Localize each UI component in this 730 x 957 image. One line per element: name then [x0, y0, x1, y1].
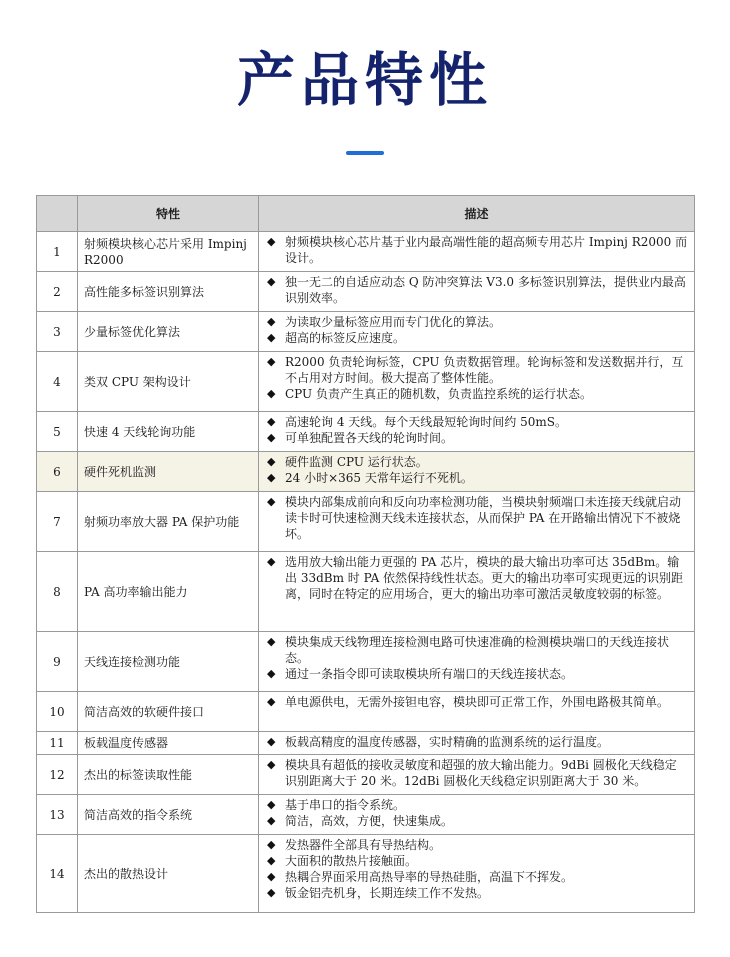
feature-cell: 射频功率放大器 PA 保护功能 — [78, 492, 259, 552]
description-item — [265, 330, 688, 346]
table-row — [37, 632, 695, 692]
table-row — [37, 352, 695, 412]
table-row — [37, 272, 695, 312]
feature-cell: 简洁高效的指令系统 — [78, 795, 259, 835]
description-cell — [259, 412, 695, 452]
diamond-bullet-icon: ◆ — [267, 854, 276, 867]
feature-cell: 高性能多标签识别算法 — [78, 272, 259, 312]
feature-cell: 杰出的散热设计 — [78, 835, 259, 913]
description-item — [265, 634, 688, 666]
diamond-bullet-icon: ◆ — [267, 455, 276, 468]
description-text: 射频模块核心芯片基于业内最高端性能的超高频专用芯片 Impinj R2000 而设计。 — [285, 235, 688, 265]
diamond-bullet-icon: ◆ — [267, 331, 276, 344]
diamond-bullet-icon: ◆ — [267, 886, 276, 899]
diamond-bullet-icon: ◆ — [267, 667, 276, 680]
description-item — [265, 666, 688, 682]
feature-cell: PA 高功率输出能力 — [78, 552, 259, 632]
description-text: 简洁，高效，方便，快速集成。 — [285, 814, 454, 828]
description-text: 基于串口的指令系统。 — [285, 798, 406, 812]
description-item — [265, 813, 688, 829]
diamond-bullet-icon: ◆ — [267, 758, 276, 771]
feature-cell: 硬件死机监测 — [78, 452, 259, 492]
diamond-bullet-icon: ◆ — [267, 471, 276, 484]
description-item — [265, 234, 688, 266]
description-item — [265, 554, 688, 602]
diamond-bullet-icon: ◆ — [267, 635, 276, 648]
features-table — [36, 195, 695, 913]
description-cell — [259, 552, 695, 632]
description-text: 大面积的散热片接触面。 — [285, 854, 418, 868]
table-body — [37, 232, 695, 913]
table-row — [37, 232, 695, 272]
feature-cell: 快速 4 天线轮询功能 — [78, 412, 259, 452]
diamond-bullet-icon: ◆ — [267, 235, 276, 248]
table-row — [37, 552, 695, 632]
row-number: 11 — [37, 732, 78, 755]
description-text: 超高的标签反应速度。 — [285, 331, 406, 345]
description-text: 单电源供电，无需外接钽电容，模块即可正常工作，外围电路极其简单。 — [285, 695, 670, 709]
description-text: 板载高精度的温度传感器，实时精确的监测系统的运行温度。 — [285, 735, 610, 749]
diamond-bullet-icon: ◆ — [267, 275, 276, 288]
description-text: 可单独配置各天线的轮询时间。 — [285, 431, 454, 445]
description-item — [265, 414, 688, 430]
diamond-bullet-icon: ◆ — [267, 838, 276, 851]
row-number: 4 — [37, 352, 78, 412]
description-item — [265, 314, 688, 330]
description-cell — [259, 452, 695, 492]
diamond-bullet-icon: ◆ — [267, 431, 276, 444]
header-description: 描述 — [259, 196, 695, 232]
row-number: 12 — [37, 755, 78, 795]
description-text: 24 小时×365 天常年运行不死机。 — [285, 471, 473, 485]
description-cell — [259, 632, 695, 692]
diamond-bullet-icon: ◆ — [267, 870, 276, 883]
description-cell — [259, 352, 695, 412]
description-item — [265, 386, 688, 402]
description-item — [265, 869, 688, 885]
description-item — [265, 853, 688, 869]
header-feature: 特性 — [78, 196, 259, 232]
description-cell — [259, 795, 695, 835]
description-text: 独一无二的自适应动态 Q 防冲突算法 V3.0 多标签识别算法，提供业内最高识别效率。 — [285, 275, 686, 305]
row-number: 8 — [37, 552, 78, 632]
description-item — [265, 430, 688, 446]
feature-cell: 板载温度传感器 — [78, 732, 259, 755]
description-cell — [259, 312, 695, 352]
row-number: 9 — [37, 632, 78, 692]
row-number: 13 — [37, 795, 78, 835]
title-underline — [346, 151, 384, 155]
description-item — [265, 454, 688, 470]
diamond-bullet-icon: ◆ — [267, 735, 276, 748]
description-item — [265, 734, 688, 750]
description-text: 高速轮询 4 天线。每个天线最短轮询时间约 50mS。 — [285, 415, 567, 429]
row-number: 3 — [37, 312, 78, 352]
description-text: 选用放大输出能力更强的 PA 芯片，模块的最大输出功率可达 35dBm。输出 33dBm 时 PA 依然保持线性状态。更大的输出功率可实现更远的识别距离，同时在特定的应用场合，更大的输出功率可激活灵敏度较弱的标签。 — [285, 555, 684, 601]
description-item — [265, 274, 688, 306]
feature-cell: 杰出的标签读取性能 — [78, 755, 259, 795]
description-cell — [259, 692, 695, 732]
description-text: 模块内部集成前向和反向功率检测功能，当模块射频端口未连接天线就启动读卡时可快速检测天线未连接状态，从而保护 PA 在开路输出情况下不被烧坏。 — [285, 495, 682, 541]
description-text: CPU 负责产生真正的随机数，负责监控系统的运行状态。 — [285, 387, 592, 401]
description-text: 钣金铝壳机身，长期连续工作不发热。 — [285, 886, 490, 900]
diamond-bullet-icon: ◆ — [267, 387, 276, 400]
row-number: 10 — [37, 692, 78, 732]
description-text: 模块集成天线物理连接检测电路可快速准确的检测模块端口的天线连接状态。 — [285, 635, 670, 665]
table-row — [37, 492, 695, 552]
row-number: 6 — [37, 452, 78, 492]
page-title: 产品特性 — [236, 46, 493, 114]
description-item — [265, 757, 688, 789]
row-number: 2 — [37, 272, 78, 312]
feature-cell: 简洁高效的软硬件接口 — [78, 692, 259, 732]
table-row — [37, 412, 695, 452]
diamond-bullet-icon: ◆ — [267, 355, 276, 368]
description-cell — [259, 232, 695, 272]
row-number: 14 — [37, 835, 78, 913]
table-row — [37, 452, 695, 492]
table-row — [37, 732, 695, 755]
description-item — [265, 694, 688, 710]
description-cell — [259, 272, 695, 312]
table-row — [37, 795, 695, 835]
description-text: R2000 负责轮询标签，CPU 负责数据管理。轮询标签和发送数据并行，互不占用对方时间。极大提高了整体性能。 — [285, 355, 684, 385]
description-cell — [259, 492, 695, 552]
diamond-bullet-icon: ◆ — [267, 555, 276, 568]
description-text: 为读取少量标签应用而专门优化的算法。 — [285, 315, 502, 329]
description-cell — [259, 732, 695, 755]
table-row — [37, 312, 695, 352]
diamond-bullet-icon: ◆ — [267, 315, 276, 328]
diamond-bullet-icon: ◆ — [267, 495, 276, 508]
diamond-bullet-icon: ◆ — [267, 798, 276, 811]
table-row — [37, 692, 695, 732]
description-item — [265, 837, 688, 853]
row-number: 5 — [37, 412, 78, 452]
diamond-bullet-icon: ◆ — [267, 695, 276, 708]
diamond-bullet-icon: ◆ — [267, 814, 276, 827]
feature-cell: 类双 CPU 架构设计 — [78, 352, 259, 412]
row-number: 7 — [37, 492, 78, 552]
description-cell — [259, 835, 695, 913]
description-cell — [259, 755, 695, 795]
description-item — [265, 885, 688, 901]
table-row — [37, 755, 695, 795]
header-number — [37, 196, 78, 232]
feature-cell: 少量标签优化算法 — [78, 312, 259, 352]
table-row — [37, 835, 695, 913]
row-number: 1 — [37, 232, 78, 272]
description-text: 通过一条指令即可读取模块所有端口的天线连接状态。 — [285, 667, 574, 681]
description-item — [265, 494, 688, 542]
diamond-bullet-icon: ◆ — [267, 415, 276, 428]
feature-cell: 天线连接检测功能 — [78, 632, 259, 692]
description-item — [265, 470, 688, 486]
description-text: 模块具有超低的接收灵敏度和超强的放大输出能力。9dBi 圆极化天线稳定识别距离大于 20 米。12dBi 圆极化天线稳定识别距离大于 30 米。 — [285, 758, 677, 788]
description-text: 热耦合界面采用高热导率的导热硅脂，高温下不挥发。 — [285, 870, 574, 884]
table-header-row — [37, 196, 695, 232]
description-item — [265, 797, 688, 813]
description-text: 硬件监测 CPU 运行状态。 — [285, 455, 428, 469]
description-text: 发热器件全部具有导热结构。 — [285, 838, 442, 852]
description-item — [265, 354, 688, 386]
feature-cell: 射频模块核心芯片采用 Impinj R2000 — [78, 232, 259, 272]
